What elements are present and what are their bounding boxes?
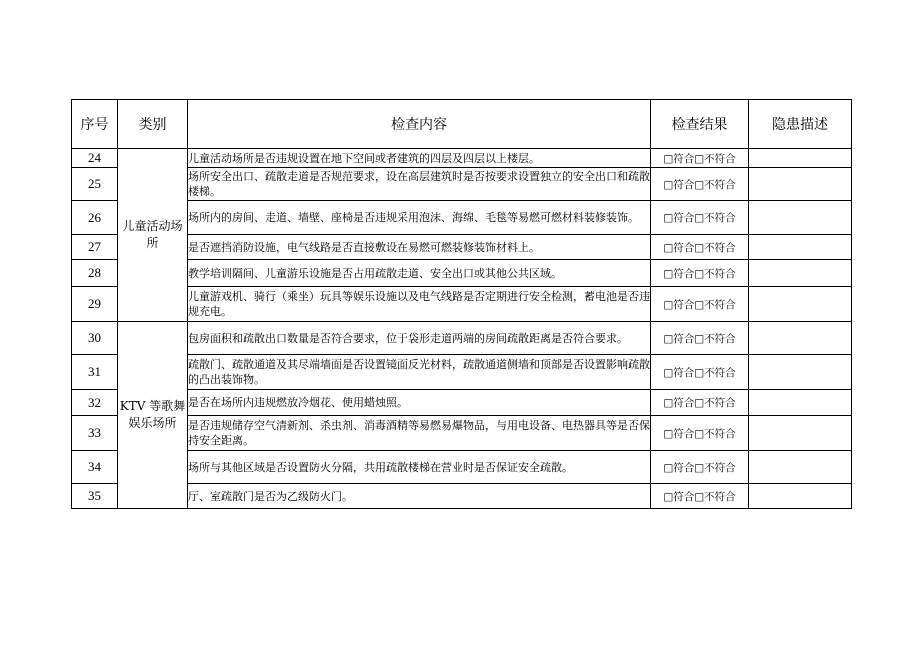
result-options[interactable]: □符合□不符合 [651, 287, 749, 322]
row-number: 30 [72, 322, 118, 355]
row-content: 厅、室疏散门是否为乙级防火门。 [188, 484, 651, 509]
row-content: 疏散门、疏散通道及其尽端墙面是否设置镜面反光材料，疏散通道侧墙和顶部是否设置影响疏散的凸出装饰物。 [188, 355, 651, 390]
category-children-venues: 儿童活动场所 [118, 149, 188, 322]
row-content: 是否在场所内违规燃放冷烟花、使用蜡烛照。 [188, 390, 651, 416]
header-hazard: 隐患描述 [749, 100, 852, 149]
hazard-description-cell[interactable] [749, 322, 852, 355]
table-row [72, 168, 852, 201]
table-row [72, 201, 852, 235]
row-content: 儿童活动场所是否违规设置在地下空间或者建筑的四层及四层以上楼层。 [188, 149, 651, 168]
result-options[interactable]: □符合□不符合 [651, 451, 749, 484]
header-category: 类别 [118, 100, 188, 149]
table-row [72, 390, 852, 416]
result-options[interactable]: □符合□不符合 [651, 168, 749, 201]
hazard-description-cell[interactable] [749, 168, 852, 201]
table-row [72, 355, 852, 390]
category-ktv-venues: KTV 等歌舞娱乐场所 [118, 322, 188, 509]
table-row [72, 322, 852, 355]
row-content: 包房面积和疏散出口数量是否符合要求，位于袋形走道两端的房间疏散距离是否符合要求。 [188, 322, 651, 355]
hazard-description-cell[interactable] [749, 355, 852, 390]
table-row [72, 484, 852, 509]
hazard-description-cell[interactable] [749, 287, 852, 322]
row-number: 33 [72, 416, 118, 451]
hazard-description-cell[interactable] [749, 260, 852, 287]
result-options[interactable]: □符合□不符合 [651, 235, 749, 260]
hazard-description-cell[interactable] [749, 451, 852, 484]
header-content: 检查内容 [188, 100, 651, 149]
row-number: 27 [72, 235, 118, 260]
result-options[interactable]: □符合□不符合 [651, 260, 749, 287]
header-no: 序号 [72, 100, 118, 149]
row-number: 26 [72, 201, 118, 235]
row-number: 34 [72, 451, 118, 484]
result-options[interactable]: □符合□不符合 [651, 355, 749, 390]
table-row [72, 451, 852, 484]
hazard-description-cell[interactable] [749, 484, 852, 509]
checklist-table [71, 99, 852, 509]
result-options[interactable]: □符合□不符合 [651, 390, 749, 416]
row-number: 32 [72, 390, 118, 416]
row-content: 教学培训隔间、儿童游乐设施是否占用疏散走道、安全出口或其他公共区域。 [188, 260, 651, 287]
table-row [72, 235, 852, 260]
row-content: 儿童游戏机、骑行（乘坐）玩具等娱乐设施以及电气线路是否定期进行安全检测，蓄电池是否违规充电。 [188, 287, 651, 322]
table-row [72, 149, 852, 168]
result-options[interactable]: □符合□不符合 [651, 149, 749, 168]
hazard-description-cell[interactable] [749, 149, 852, 168]
result-options[interactable]: □符合□不符合 [651, 484, 749, 509]
hazard-description-cell[interactable] [749, 201, 852, 235]
result-options[interactable]: □符合□不符合 [651, 201, 749, 235]
row-number: 31 [72, 355, 118, 390]
header-row [72, 100, 852, 149]
row-number: 35 [72, 484, 118, 509]
row-content: 场所内的房间、走道、墙壁、座椅是否违规采用泡沫、海绵、毛毯等易燃可燃材料装修装饰。 [188, 201, 651, 235]
row-content: 是否违规储存空气清新剂、杀虫剂、消毒酒精等易燃易爆物品，与用电设备、电热器具等是否保持安全距离。 [188, 416, 651, 451]
table-row [72, 260, 852, 287]
row-number: 25 [72, 168, 118, 201]
row-number: 24 [72, 149, 118, 168]
hazard-description-cell[interactable] [749, 390, 852, 416]
result-options[interactable]: □符合□不符合 [651, 322, 749, 355]
row-content: 场所安全出口、疏散走道是否规范要求，设在高层建筑时是否按要求设置独立的安全出口和疏散楼梯。 [188, 168, 651, 201]
row-content: 是否遮挡消防设施，电气线路是否直接敷设在易燃可燃装修装饰材料上。 [188, 235, 651, 260]
table-row [72, 416, 852, 451]
row-content: 场所与其他区域是否设置防火分隔，共用疏散楼梯在营业时是否保证安全疏散。 [188, 451, 651, 484]
hazard-description-cell[interactable] [749, 235, 852, 260]
header-result: 检查结果 [651, 100, 749, 149]
table-row [72, 287, 852, 322]
result-options[interactable]: □符合□不符合 [651, 416, 749, 451]
row-number: 28 [72, 260, 118, 287]
row-number: 29 [72, 287, 118, 322]
hazard-description-cell[interactable] [749, 416, 852, 451]
